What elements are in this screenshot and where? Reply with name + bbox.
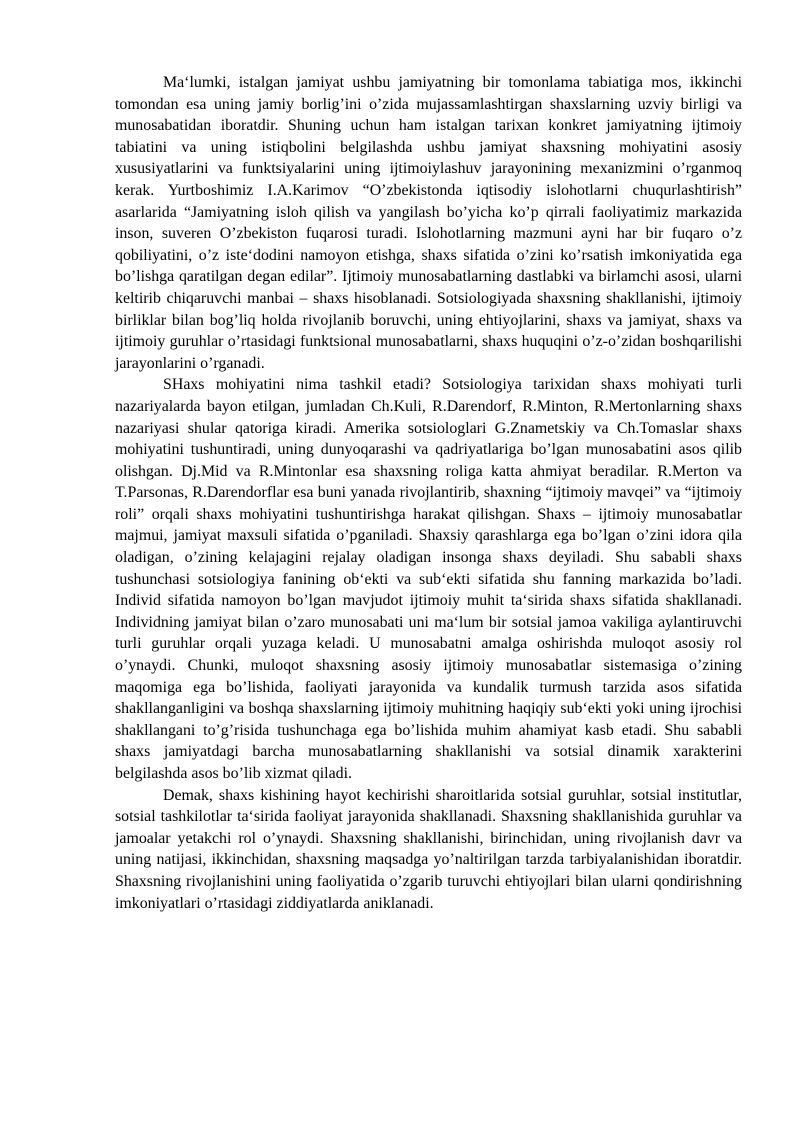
paragraph-3: Demak, shaxs kishining hayot kechirishi sharoitlarida sotsial guruhlar, sotsial institutlar, sotsial tashkilotlar ta‘sirida faoliyat jarayonida shakllanadi. Shaxsning shakllanishida guruhlar va jamoalar yetakchi rol o’ynaydi. Shaxsning shakllanishi, birinchidan, uning rivojlanish davr va uning natijasi, ikkinchidan, shaxsning maqsadga yo’naltirilgan tarzda tarbiyalanishidan iboratdir. Shaxsning rivojlanishini uning faoliyatida o’zgarib turuvchi ehtiyojlari bilan ularni qondirishning imkoniyatlari o’rtasidagi ziddiyatlarda aniklanadi. (115, 786, 742, 912)
paragraph-1: Ma‘lumki, istalgan jamiyat ushbu jamiyatning bir tomonlama tabiatiga mos, ikkinchi tomondan esa uning jamiy borlig’ini o’zida mujassamlashtirgan shaxslarning uzviy birligi va munosabatidan iboratdir. Shuning uchun ham istalgan tarixan konkret jamiyatning ijtimoiy tabiatini va uning istiqbolini belgilashda ushbu jamiyat shaxsning mohiyatini asosiy xususiyatlarini va funktsiyalarini uning ijtimoiylashuv jarayonining mexanizmini o’rganmoq kerak. Yurtboshimiz I.A.Karimov “O’zbekistonda iqtisodiy islohotlarni chuqurlashtirish” asarlarida “Jamiyatning isloh qilish va yangilash bo’yicha ko’p qirrali faoliyatimiz markazida inson, suveren O’zbekiston fuqarosi turadi. Islohotlarning mazmuni ayni har bir fuqaro o’z qobiliyatini, o’z iste‘dodini namoyon etishga, shaxs sifatida o’zini ko’rsatish imkoniyatida ega bo’lishga qaratilgan degan edilar”. Ijtimoiy munosabatlarning dastlabki va birlamchi asosi, ularni keltirib chiqaruvchi manbai – shaxs hisoblanadi. Sotsiologiyada shaxsning shakllanishi, ijtimoiy birliklar bilan bog’liq holda rivojlanib boruvchi, uning ehtiyojlarini, shaxs va jamiyat, shaxs va ijtimoiy guruhlar o’rtasidagi funktsional munosabatlarni, shaxs huquqini o’z-o’zidan boshqarilishi jarayonlarini o’rganadi. (115, 74, 742, 372)
paragraph-2: SHaxs mohiyatini nima tashkil etadi? Sotsiologiya tarixidan shaxs mohiyati turli nazariyalarda bayon etilgan, jumladan Ch.Kuli, R.Darendorf, R.Minton, R.Mertonlarning shaxs nazariyasi shular qatoriga kiradi. Amerika sotsiologlari G.Znametskiy va Ch.Tomaslar shaxs mohiyatini tushuntiradi, uning dunyoqarashi va qadriyatlariga bo’lgan munosabatini asos qilib olishgan. Dj.Mid va R.Mintonlar esa shaxsning roliga katta ahmiyat beradilar. R.Merton va T.Parsonas, R.Darendorflar esa buni yanada rivojlantirib, shaxning “ijtimoiy mavqei” va “ijtimoiy roli” orqali shaxs mohiyatini tushuntirishga harakat qilishgan. Shaxs – ijtimoiy munosabatlar majmui, jamiyat maxsuli sifatida o’pganiladi. Shaxsiy qarashlarga ega bo’lgan o’zini idora qila oladigan, o’zining kelajagini rejalay oladigan insonga shaxs deyiladi. Shu sababli shaxs tushunchasi sotsiologiya fanining ob‘ekti va sub‘ekti sifatida shu fanning markazida bo’ladi. Individ sifatida namoyon bo’lgan mavjudot ijtimoiy muhit ta‘sirida shaxs sifatida shakllanadi. Individning jamiyat bilan o’zaro munosabati uni ma‘lum bir sotsial jamoa vakiliga aylantiruvchi turli guruhlar orqali yuzaga keladi. U munosabatni amalga oshirishda muloqot asosiy rol o’ynaydi. Chunki, muloqot shaxsning asosiy ijtimoiy munosabatlar sistemasiga o’zining maqomiga ega bo’lishida, faoliyati jarayonida va kundalik turmush tarzida asos sifatida shakllanganligini va boshqa shaxslarning ijtimoiy muhitning haqiqiy sub‘ekti yoki uning ijrochisi shakllangani to’g’risida tushunchaga ega bo’lishida muhim ahamiyat kasb etadi. Shu sababli shaxs jamiyatdagi barcha munosabatlarning shakllanishi va sotsial dinamik xarakterini belgilashda asos bo’lib xizmat qiladi. (115, 376, 742, 782)
document-page (115, 72, 742, 914)
